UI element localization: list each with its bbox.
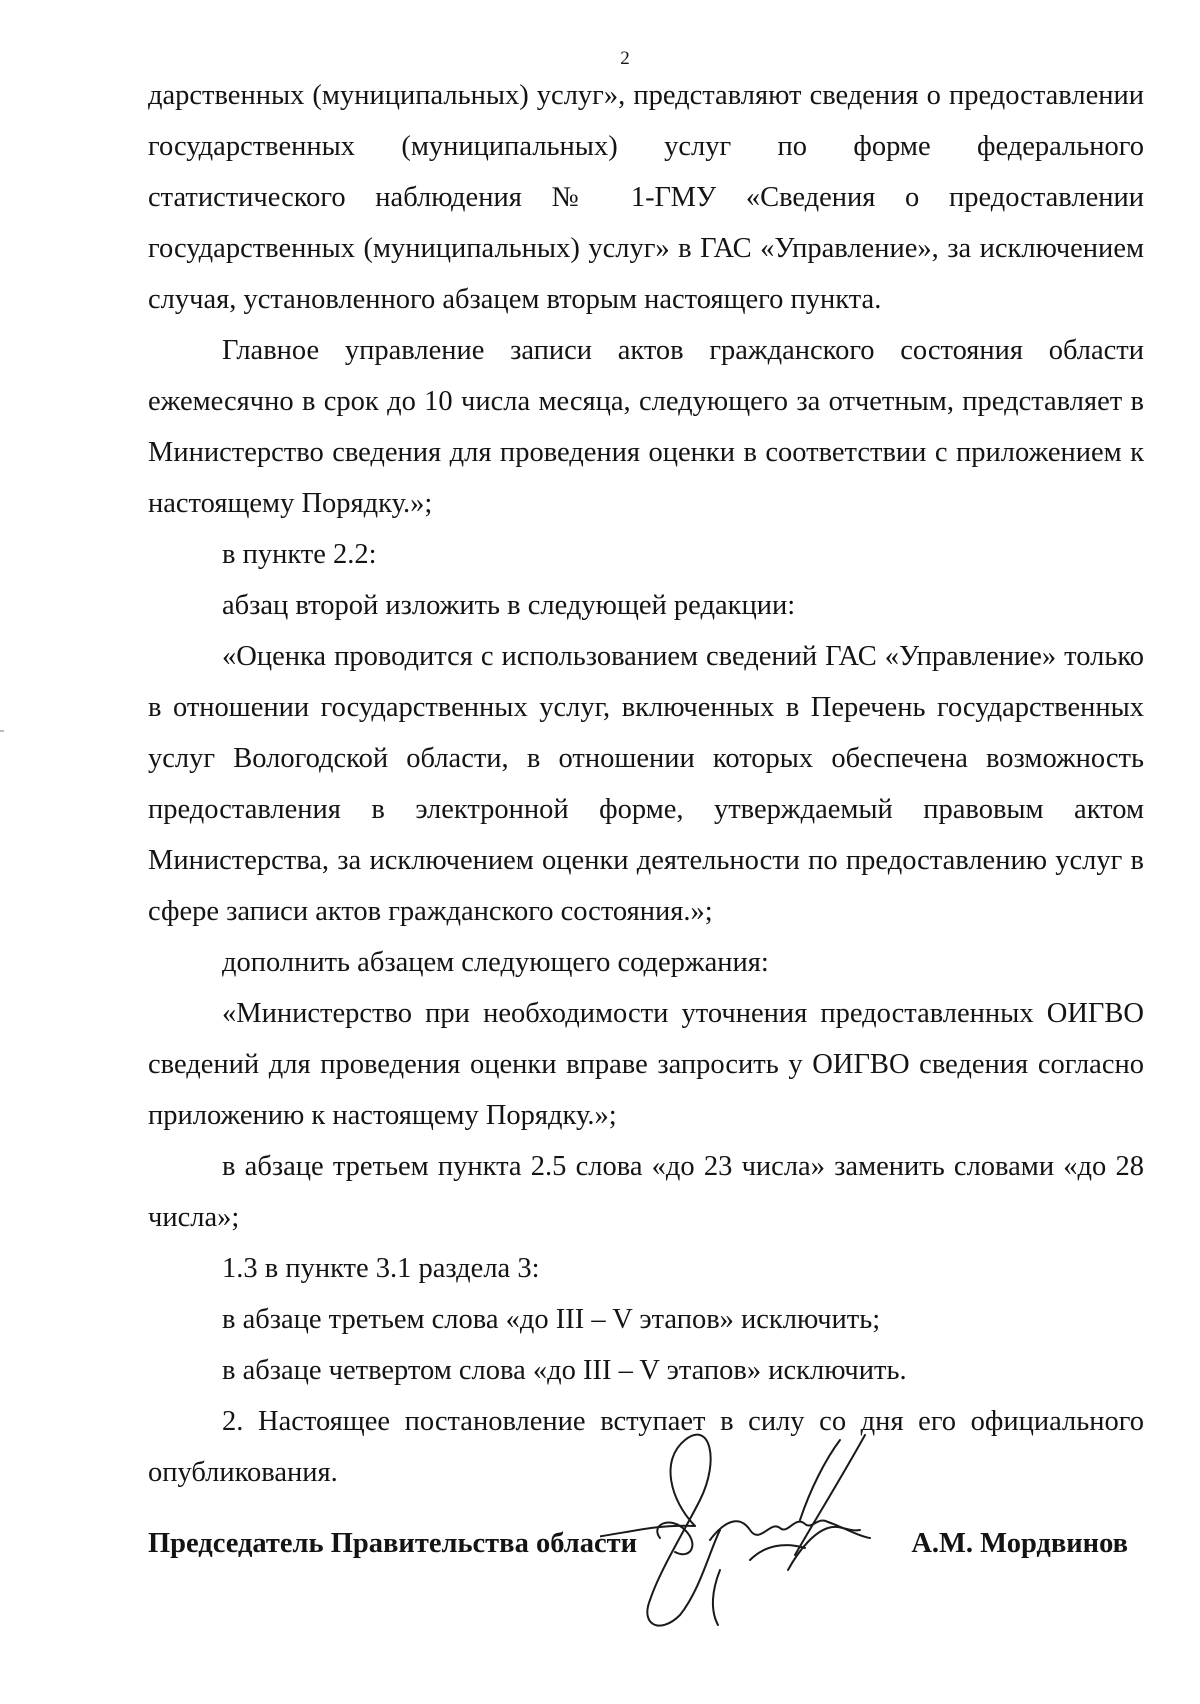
paragraph-entry-into-force: 2. Настоящее постановление вступает в силу со дня его официального опубликования. bbox=[148, 1406, 1144, 1488]
paragraph-second-abzac: абзац второй изложить в следующей редакции: bbox=[222, 590, 796, 621]
paragraph-assessment: «Оценка проводится с использованием сведений ГАС «Управление» только в отношении государственных услуг, включенных в Перечень государственных услуг Вологодской области, в отношении которых обеспечена возможность предоставления в электронной форме, утверждаемый правовым актом Министерства, за исключением оценки деятельности по предоставлению услуг в сфере записи актов гражданского состояния.»; bbox=[148, 641, 1144, 927]
paragraph-ministry-request: «Министерство при необходимости уточнения предоставленных ОИГВО сведений для проведения оценки вправе запросить у ОИГВО сведения согласно приложению к настоящему Порядку.»; bbox=[148, 998, 1144, 1131]
paragraph-abzac-third: в абзаце третьем слова «до III – V этапов» исключить; bbox=[222, 1304, 881, 1335]
paragraph-abzac-fourth: в абзаце четвертом слова «до III – V этапов» исключить. bbox=[222, 1355, 907, 1386]
scan-artifact bbox=[0, 730, 4, 732]
signer-name: А.М. Мордвинов bbox=[911, 1528, 1128, 1559]
handwritten-signature-icon bbox=[600, 1420, 930, 1650]
paragraph-point-2-2: в пункте 2.2: bbox=[222, 539, 377, 570]
signer-title: Председатель Правительства области bbox=[148, 1528, 638, 1559]
page-number: 2 bbox=[620, 48, 630, 69]
paragraph-point-2-5: в абзаце третьем пункта 2.5 слова «до 23 числа» заменить словами «до 28 числа»; bbox=[148, 1151, 1144, 1233]
document-body bbox=[148, 70, 1144, 1498]
paragraph-supplement: дополнить абзацем следующего содержания: bbox=[222, 947, 769, 978]
paragraph-section-1-3: 1.3 в пункте 3.1 раздела 3: bbox=[222, 1253, 540, 1284]
paragraph-zags: Главное управление записи актов гражданского состояния области ежемесячно в срок до 10 числа месяца, следующего за отчетным, представляет в Министерство сведения для проведения оценки в соответствии с приложением к настоящему Порядку.»; bbox=[148, 335, 1144, 519]
paragraph-continuation: дарственных (муниципальных) услуг», представляют сведения о предоставлении государственных (муниципальных) услуг по форме федерального статистического наблюдения № 1-ГМУ «Сведения о предоставлении государственных (муниципальных) услуг» в ГАС «Управление», за исключением случая, установленного абзацем вторым настоящего пункта. bbox=[148, 80, 1144, 315]
